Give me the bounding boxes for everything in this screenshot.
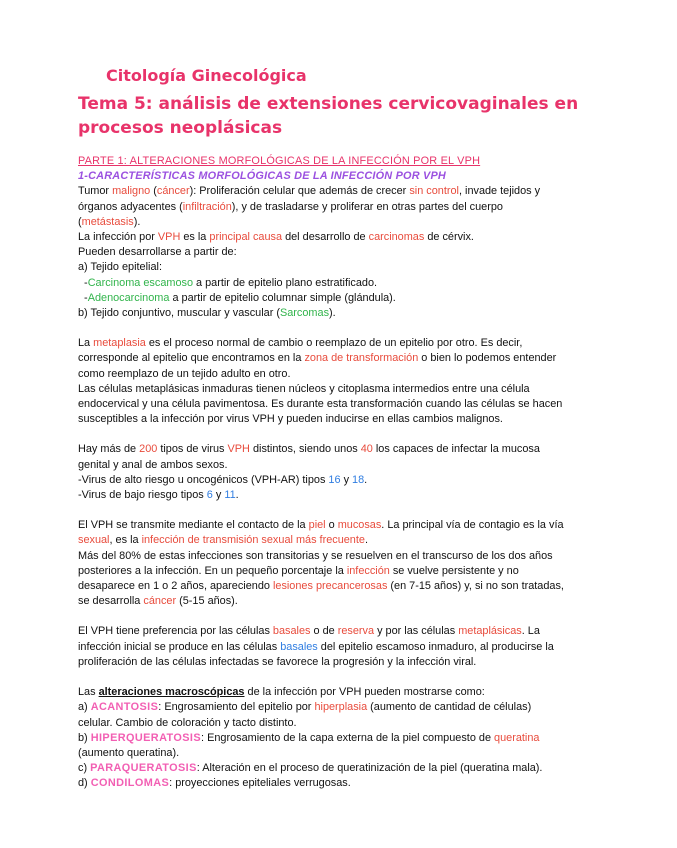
highlighted-term: HIPERQUERATOSIS — [90, 731, 202, 744]
text-span: y — [340, 473, 353, 486]
text-line — [78, 776, 618, 791]
text-span: susceptibles a la infección por virus VPH y pueden inducirse en ellas cambios malignos. — [78, 413, 503, 426]
highlighted-term: 18 — [352, 473, 365, 486]
text-line — [78, 412, 618, 427]
text-line — [78, 549, 618, 564]
text-span: corresponde al epitelio que encontramos en la — [78, 352, 305, 365]
text-span: tipos de virus — [157, 443, 228, 456]
highlighted-term: metaplásicas — [458, 625, 522, 638]
text-span: , es la — [109, 534, 142, 547]
highlighted-term: carcinomas — [368, 231, 425, 244]
text-span: (VPH-AR) tipos — [247, 473, 329, 486]
text-span: genital y anal de ambos sexos. — [78, 458, 228, 471]
text-span: ): Proliferación celular que además de crecer — [189, 185, 410, 198]
paragraph — [78, 624, 618, 670]
text-line — [78, 488, 618, 503]
highlighted-term: bajo riesgo — [124, 489, 178, 502]
highlighted-term: maligno — [112, 185, 151, 198]
text-span: . — [364, 473, 368, 486]
text-line — [78, 685, 618, 700]
highlighted-term: conjuntivo, muscular y vascular — [122, 307, 274, 320]
text-span: : Engrosamiento de la capa externa de la piel compuesto de — [201, 731, 495, 744]
text-line — [78, 655, 618, 670]
text-span: b) Tejido — [78, 307, 122, 320]
text-span: Hay más de — [78, 443, 140, 456]
text-span: ). — [133, 215, 141, 228]
text-span: se desarrolla — [78, 595, 144, 608]
text-span: como reemplazo de un tejido adulto en otro. — [78, 367, 291, 380]
text-span: , invade tejidos y — [458, 185, 541, 198]
text-line — [78, 579, 618, 594]
text-line — [78, 716, 618, 731]
paragraph-gap — [78, 503, 618, 518]
text-span: : — [158, 261, 162, 274]
highlighted-term: lesiones precancerosas — [272, 580, 388, 593]
highlighted-term: cáncer — [143, 595, 177, 608]
text-span: El VPH se transmite mediante el contacto de la — [78, 519, 309, 532]
text-line — [78, 367, 618, 382]
text-span: . — [364, 534, 368, 547]
highlighted-term: VPH — [157, 231, 181, 244]
text-span: o — [325, 519, 338, 532]
text-line — [78, 731, 618, 746]
text-span: del epitelio escamoso inmaduro, al producirse la — [317, 640, 554, 653]
text-span: Las células metaplásicas inmaduras tienen núcleos y citoplasma intermedios entre una célula — [78, 382, 530, 395]
text-span: Pueden desarrollarse a partir de: — [78, 246, 237, 259]
paragraph-gap — [78, 609, 618, 624]
text-span: es la — [180, 231, 210, 244]
text-span: y — [212, 489, 225, 502]
highlighted-term: sin control — [409, 185, 459, 198]
text-span: (aumento de cantidad de células) — [367, 701, 532, 714]
paragraphs-container — [78, 184, 618, 791]
highlighted-term: Carcinoma escamoso — [87, 276, 194, 289]
text-line — [78, 230, 618, 245]
text-span: desaparece en 1 o 2 años, apareciendo — [78, 580, 273, 593]
text-line — [78, 382, 618, 397]
highlighted-term: cáncer — [156, 185, 190, 198]
text-span: los capaces de infectar la mucosa — [372, 443, 540, 456]
paragraph-gap — [78, 427, 618, 442]
text-span: a) — [78, 701, 91, 714]
text-span: b) — [78, 731, 91, 744]
text-span: del desarrollo de — [282, 231, 369, 244]
text-line — [78, 260, 618, 275]
text-span: La — [78, 337, 94, 350]
text-line — [78, 184, 618, 199]
text-line — [78, 746, 618, 761]
highlighted-term: mucosas — [337, 519, 382, 532]
text-span: infección inicial se produce en las células — [78, 640, 281, 653]
text-span: . La principal vía de contagio es la vía — [381, 519, 564, 532]
text-line — [78, 245, 618, 260]
text-span: ( — [78, 215, 82, 228]
text-span: d) — [78, 777, 91, 790]
text-span: : proyecciones epiteliales verrugosas. — [169, 777, 351, 790]
text-span: La infección por — [78, 231, 158, 244]
text-span: ). — [329, 307, 336, 320]
text-span: Más del 80% de estas infecciones son transitorias y se resuelven en el transcurso de los dos años — [78, 549, 553, 562]
text-span: c) — [78, 762, 91, 775]
text-span: proliferación de las células infectadas se favorece la progresión y la infección viral. — [78, 655, 477, 668]
highlighted-term: hiperplasia — [314, 701, 368, 714]
text-span: - — [78, 291, 88, 304]
highlighted-term: 6 — [206, 489, 213, 502]
text-line — [78, 761, 618, 776]
text-span: de cérvix. — [424, 231, 474, 244]
highlighted-term: ACANTOSIS — [90, 701, 159, 714]
text-span: órganos adyacentes ( — [78, 200, 183, 213]
text-line — [78, 564, 618, 579]
text-line — [78, 700, 618, 715]
highlighted-term: queratina — [494, 731, 540, 744]
paragraph — [78, 442, 618, 503]
highlighted-term: infección de transmisión sexual más frecuente — [141, 534, 365, 547]
text-span: a partir de epitelio columnar simple (glándula). — [169, 291, 396, 304]
highlighted-term: reserva — [337, 625, 375, 638]
highlighted-term: basales — [280, 640, 318, 653]
part-heading: PARTE 1: ALTERACIONES MORFOLÓGICAS DE LA INFECCIÓN POR EL VPH — [78, 155, 481, 167]
text-span: o de — [310, 625, 338, 638]
text-span: se vuelve persistente y no — [389, 564, 519, 577]
text-span: a partir de epitelio plano estratificado. — [193, 276, 378, 289]
text-span: endocervical y una célula pavimentosa. Es durante esta transformación cuando las células se hacen — [78, 398, 563, 411]
text-span: Las — [78, 686, 99, 699]
paragraph — [78, 685, 618, 791]
text-line — [78, 458, 618, 473]
highlighted-term: CONDILOMAS — [90, 777, 170, 790]
text-span: (en 7-15 años) y, si no son tratadas, — [387, 580, 564, 593]
text-span: posteriores a la infección. En un pequeño porcentaje la — [78, 564, 347, 577]
text-line — [78, 397, 618, 412]
highlighted-term: principal causa — [209, 231, 283, 244]
highlighted-term: alto riesgo u oncogénicos — [124, 473, 248, 486]
highlighted-term: metaplasia — [93, 337, 146, 350]
text-line — [78, 351, 618, 366]
highlighted-term: Sarcomas — [279, 307, 330, 320]
highlighted-term: 200 — [139, 443, 158, 456]
text-span: o bien lo podemos entender — [418, 352, 557, 365]
text-line — [78, 336, 618, 351]
paragraph — [78, 518, 618, 609]
highlighted-term: sexual — [78, 534, 110, 547]
text-line — [78, 442, 618, 457]
paragraph-gap — [78, 670, 618, 685]
paragraph-gap — [78, 321, 618, 336]
document-body — [78, 154, 618, 792]
text-span: : Engrosamiento del epitelio por — [158, 701, 315, 714]
text-line — [78, 533, 618, 548]
text-line — [78, 518, 618, 533]
text-line — [78, 594, 618, 609]
text-line — [78, 640, 618, 655]
text-span: ( — [150, 185, 157, 198]
highlighted-term: piel — [308, 519, 326, 532]
text-span: . La — [521, 625, 540, 638]
text-span: - — [78, 276, 88, 289]
text-span: de la infección por VPH pueden mostrarse como: — [244, 686, 485, 699]
text-span: (5-15 años). — [176, 595, 238, 608]
highlighted-term: 11 — [224, 489, 236, 502]
text-span: (aumento queratina). — [78, 746, 180, 759]
text-line — [78, 624, 618, 639]
highlighted-term: basales — [272, 625, 311, 638]
text-span: -Virus de — [78, 473, 125, 486]
highlighted-term: metástasis — [81, 215, 134, 228]
highlighted-term: PARAQUERATOSIS — [90, 762, 197, 775]
highlighted-term: Adenocarcinoma — [87, 291, 170, 304]
paragraph — [78, 336, 618, 427]
text-span: -Virus de — [78, 489, 125, 502]
text-span: y por las células — [374, 625, 459, 638]
text-span: tipos — [177, 489, 207, 502]
highlighted-term: infección — [346, 564, 390, 577]
text-line — [78, 291, 618, 306]
text-line — [78, 276, 618, 291]
paragraph — [78, 184, 618, 321]
text-span: . — [235, 489, 239, 502]
highlighted-term: zona de transformación — [304, 352, 419, 365]
highlighted-term: 16 — [328, 473, 341, 486]
highlighted-term: alteraciones macroscópicas — [98, 686, 245, 699]
text-span: distintos, siendo unos — [249, 443, 361, 456]
text-line — [78, 473, 618, 488]
section-heading: 1-CARACTERÍSTICAS MORFOLÓGICAS DE LA INFECCIÓN POR VPH — [78, 170, 446, 183]
text-line — [78, 215, 618, 230]
highlighted-term: VPH — [227, 443, 250, 456]
text-span: ( — [273, 307, 280, 320]
text-span: ), y de trasladarse y proliferar en otras partes del cuerpo — [231, 200, 503, 213]
text-line — [78, 306, 618, 321]
highlighted-term: infiltración — [182, 200, 232, 213]
highlighted-term: epitelial — [122, 261, 159, 274]
document-title: Citología Ginecológica — [106, 66, 307, 85]
text-line — [78, 200, 618, 215]
topic-title: Tema 5: análisis de extensiones cervicovaginales en procesos neoplásicas — [78, 94, 579, 138]
text-span: El VPH tiene preferencia por las células — [78, 625, 273, 638]
text-span: : Alteración en el proceso de queratinización de la piel (queratina mala). — [196, 762, 543, 775]
text-span: Tumor — [78, 185, 113, 198]
highlighted-term: 40 — [360, 443, 373, 456]
text-span: es el proceso normal de cambio o reemplazo de un epitelio por otro. Es decir, — [145, 337, 523, 350]
text-span: celular. Cambio de coloración y tacto distinto. — [78, 716, 297, 729]
text-span: a) Tejido — [78, 261, 122, 274]
